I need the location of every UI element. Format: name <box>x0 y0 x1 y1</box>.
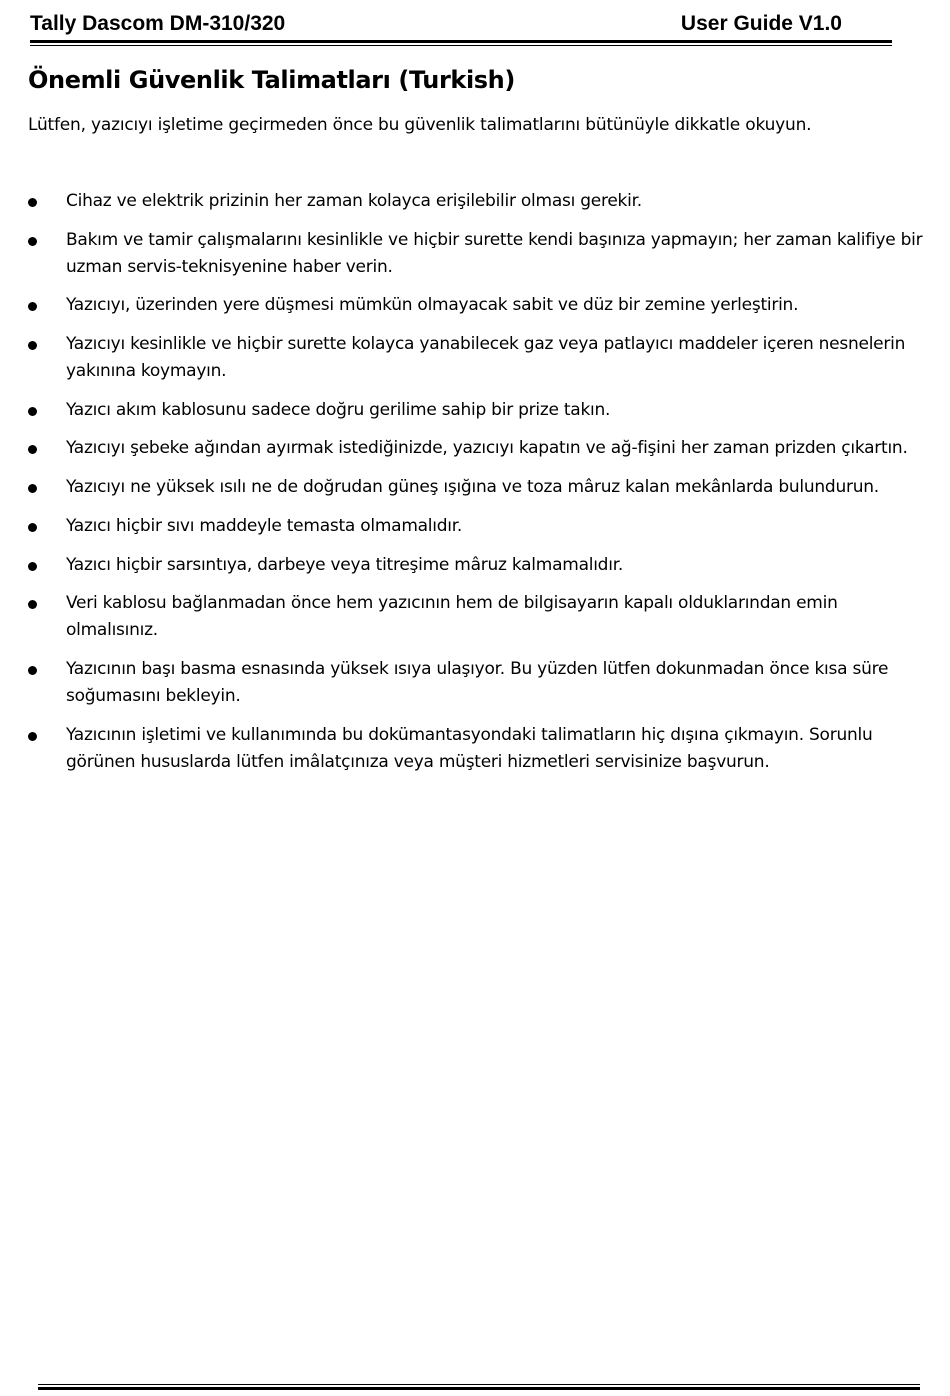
list-item <box>28 292 928 319</box>
page-title: Önemli Güvenlik Talimatları (Turkish) <box>28 66 515 94</box>
list-item-text: Yazıcı akım kablosunu sadece doğru gerilime sahip bir prize takın. <box>66 399 611 420</box>
bullet-icon <box>28 666 37 675</box>
list-item <box>28 552 928 579</box>
list-item <box>28 188 928 215</box>
list-item-text: Yazıcı hiçbir sarsıntıya, darbeye veya titreşime mâruz kalmamalıdır. <box>66 554 624 575</box>
list-item <box>28 474 928 501</box>
list-item-text: Yazıcıyı kesinlikle ve hiçbir surette kolayca yanabilecek gaz veya patlayıcı maddeler içeren nesnelerin yakınına koymayın. <box>66 334 906 382</box>
bullet-icon <box>28 237 37 246</box>
list-item-text: Yazıcıyı şebeke ağından ayırmak istediğinizde, yazıcıyı kapatın ve ağ-fişini her zaman prizden çıkartın. <box>66 438 908 459</box>
bullet-icon <box>28 341 37 350</box>
list-item-text: Yazıcıyı ne yüksek ısılı ne de doğrudan güneş ışığına ve toza mâruz kalan mekânlarda bulundurun. <box>66 477 879 498</box>
footer-divider <box>38 1384 920 1390</box>
header-divider <box>30 40 892 46</box>
list-item <box>28 656 928 710</box>
list-item-text: Yazıcı hiçbir sıvı maddeyle temasta olmamalıdır. <box>66 515 463 536</box>
header-version: User Guide V1.0 <box>680 12 842 35</box>
list-item <box>28 513 928 540</box>
list-item-text: Veri kablosu bağlanmadan önce hem yazıcının hem de bilgisayarın kapalı olduklarından emin olmalısınız. <box>66 593 838 641</box>
list-item <box>28 331 928 385</box>
list-item-text: Yazıcının işletimi ve kullanımında bu dokümantasyondaki talimatların hiç dışına çıkmayın. Sorunlu görünen hususlarda lütfen imâlatçınıza veya müşteri hizmetleri servisinize başvurun. <box>66 724 873 772</box>
safety-instructions-list <box>28 188 928 787</box>
header-document-title: Tally Dascom DM-310/320 <box>30 12 286 35</box>
bullet-icon <box>28 523 37 532</box>
page-header <box>30 12 842 40</box>
bullet-icon <box>28 407 37 416</box>
bullet-icon <box>28 445 37 454</box>
list-item-text: Bakım ve tamir çalışmalarını kesinlikle ve hiçbir surette kendi başınıza yapmayın; her zaman kalifiye bir uzman servis-teknisyenine haber verin. <box>66 229 923 277</box>
list-item-text: Yazıcının başı basma esnasında yüksek ısıya ulaşıyor. Bu yüzden lütfen dokunmadan önce kısa süre soğumasını bekleyin. <box>66 658 889 706</box>
bullet-icon <box>28 302 37 311</box>
list-item-text: Cihaz ve elektrik prizinin her zaman kolayca erişilebilir olması gerekir. <box>66 191 642 211</box>
list-item <box>28 227 928 281</box>
list-item <box>28 397 928 424</box>
bullet-icon <box>28 198 37 207</box>
bullet-icon <box>28 484 37 493</box>
bullet-icon <box>28 600 37 609</box>
bullet-icon <box>28 562 37 571</box>
bullet-icon <box>28 732 37 741</box>
list-item-text: Yazıcıyı, üzerinden yere düşmesi mümkün olmayacak sabit ve düz bir zemine yerleştirin. <box>66 295 799 316</box>
list-item <box>28 590 928 644</box>
intro-paragraph: Lütfen, yazıcıyı işletime geçirmeden önce bu güvenlik talimatlarını bütünüyle dikkatle okuyun. <box>28 115 812 135</box>
list-item <box>28 435 928 462</box>
list-item <box>28 722 928 776</box>
